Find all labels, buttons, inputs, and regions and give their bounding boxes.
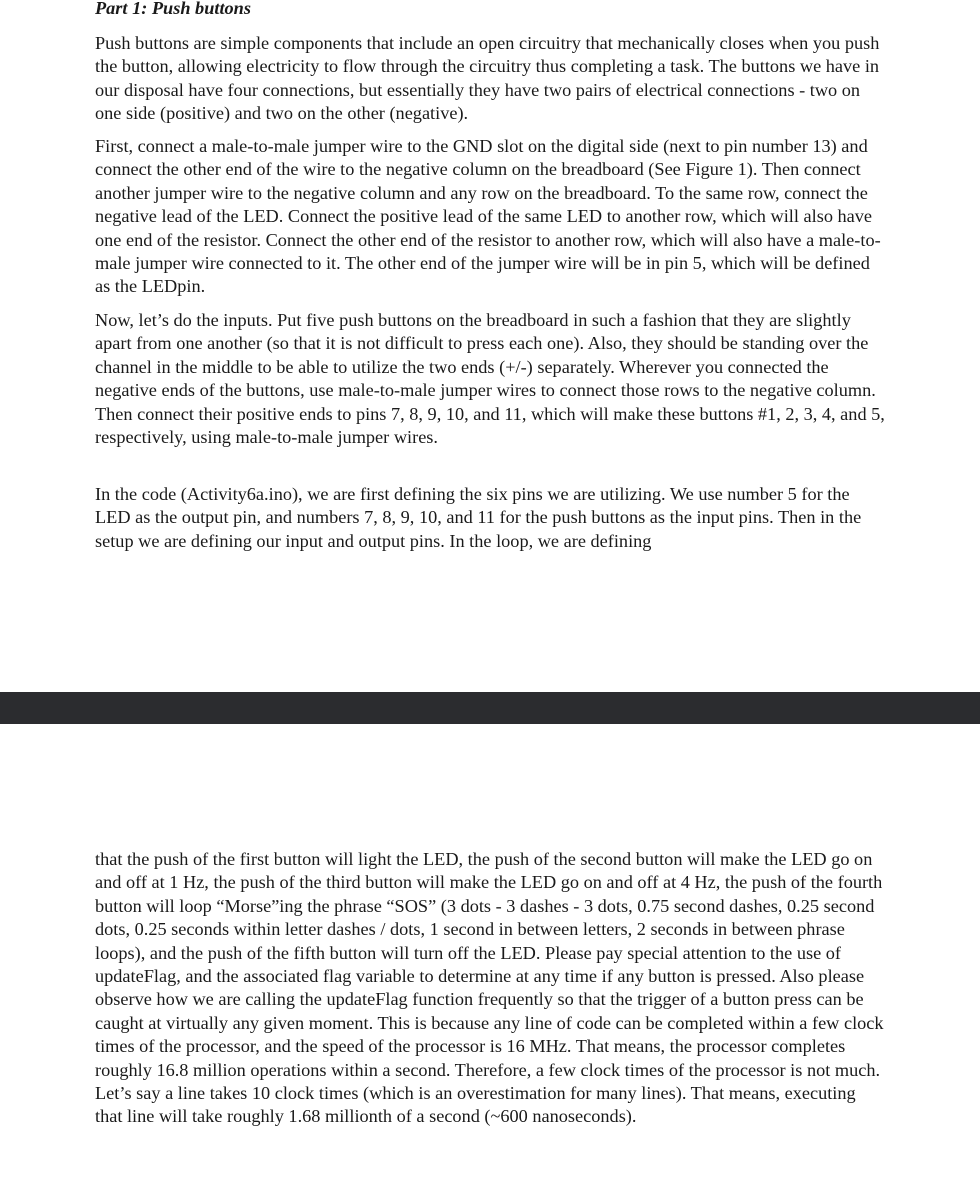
paragraph-text: In the code (Activity6a.ino), we are first defining the six pins we are utilizing. We use number 5 for the LED as the output pin, and numbers 7, 8, 9, 10, and 11 for the push buttons as the input pins. Then in the setup we are defining our input and output pins. In the loop, we are defining — [95, 484, 862, 551]
paragraph-wiring-led — [95, 135, 885, 299]
document-page-2 — [0, 724, 980, 1185]
paragraph-push-buttons-intro — [95, 32, 885, 126]
paragraph-text: that the push of the first button will light the LED, the push of the second button will make the LED go on and off at 1 Hz, the push of the third button will make the LED go on and off at 4 Hz, the push of the fourth button will loop “Morse”ing the phrase “SOS” (3 dots - 3 dashes - 3 dots, 0.75 second dashes, 0.25 second dots, 0.25 seconds within letter dashes / dots, 1 second in between letters, 2 seconds in between phrase loops), and the push of the fifth button will turn off the LED. Please pay special attention to the use of updateFlag, and the associated flag variable to determine at any time if any button is pressed. Also please observe how we are calling the updateFlag function frequently so that the trigger of a button press can be caught at virtually any given moment. This is because any line of code can be completed within a few clock times of the processor, and the speed of the processor is 16 MHz. That means, the processor completes roughly 16.8 million operations within a second. Therefore, a few clock times of the processor is not much. Let’s say a line takes 10 clock times (which is an overestimation for many lines). That means, executing that line will take roughly 1.68 millionth of a second (~600 nanoseconds). — [95, 849, 884, 1127]
paragraph-wiring-inputs — [95, 309, 885, 449]
section-heading: Part 1: Push buttons — [95, 0, 251, 18]
paragraph-text: First, connect a male-to-male jumper wire to the GND slot on the digital side (next to pin number 13) and connect the other end of the wire to the negative column on the breadboard (See Figure 1). Then connect another jumper wire to the negative column and any row on the breadboard. To the same row, connect the negative lead of the LED. Connect the positive lead of the same LED to another row, which will also have one end of the resistor. Connect the other end of the resistor to another row, which will also have a male-to-male jumper wire connected to it. The other end of the jumper wire will be in pin 5, which will be defined as the LEDpin. — [95, 136, 881, 297]
paragraph-text: Push buttons are simple components that include an open circuitry that mechanically closes when you push the button, allowing electricity to flow through the circuitry thus completing a task. The buttons we have in our disposal have four connections, but essentially they have two pairs of electrical connections - two on one side (positive) and two on the other (negative). — [95, 33, 880, 124]
paragraph-text: Now, let’s do the inputs. Put five push buttons on the breadboard in such a fashion that they are slightly apart from one another (so that it is not difficult to press each one). Also, they should be standing over the channel in the middle to be able to utilize the two ends (+/-) separately. Wherever you connected the negative ends of the buttons, use male-to-male jumper wires to connect those rows to the negative column. Then connect their positive ends to pins 7, 8, 9, 10, and 11, which will make these buttons #1, 2, 3, 4, and 5, respectively, using male-to-male jumper wires. — [95, 310, 885, 448]
paragraph-code-overview — [95, 483, 885, 553]
page-break-divider — [0, 692, 980, 724]
paragraph-button-behavior — [95, 848, 885, 1129]
